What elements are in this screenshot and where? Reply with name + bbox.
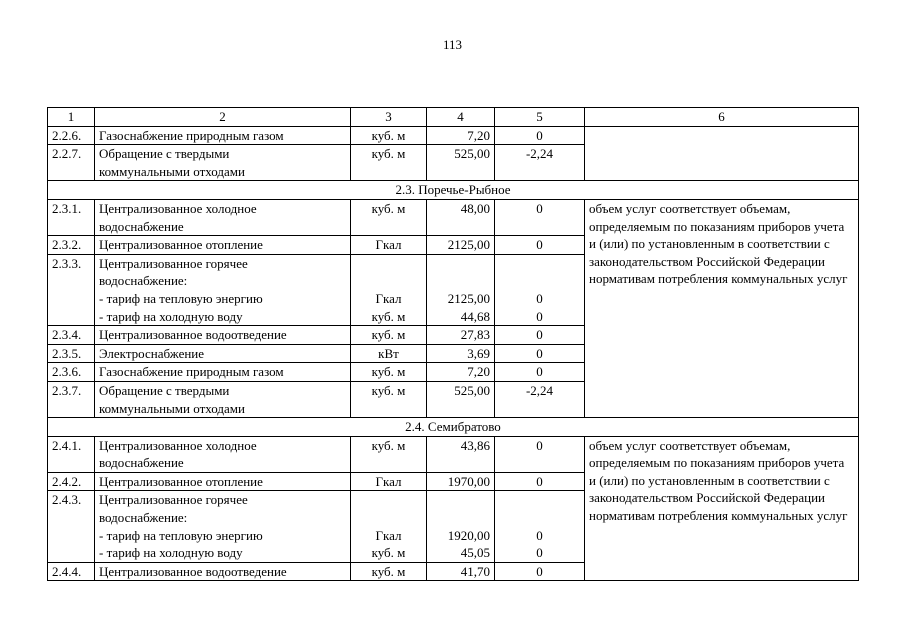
cell <box>95 491 351 562</box>
cell-line: куб. м <box>371 146 406 162</box>
cell-line: 43,86 <box>460 437 490 453</box>
row-number: 2.2.6. <box>48 126 95 145</box>
cell-line: 44,68 <box>460 308 490 324</box>
cell-line: 525,00 <box>454 146 490 162</box>
cell-line <box>355 509 422 527</box>
cell <box>95 254 351 325</box>
cell-line: 0 <box>536 437 543 453</box>
table-body <box>48 108 859 581</box>
cell-line: куб. м <box>371 563 406 579</box>
cell-line: куб. м <box>371 437 406 453</box>
cell-line <box>431 509 490 527</box>
cell-line <box>499 255 580 273</box>
row-number: 2.4.4. <box>48 562 95 581</box>
cell <box>495 562 585 581</box>
cell <box>495 236 585 255</box>
cell <box>427 199 495 235</box>
cell-line: коммунальными отходами <box>99 163 245 179</box>
cell-line: - тариф на холодную воду <box>99 308 243 324</box>
cell <box>427 363 495 382</box>
cell <box>95 562 351 581</box>
header-cell: 5 <box>495 108 585 127</box>
cell-line: 2125,00 <box>447 237 490 253</box>
row-number: 2.3.1. <box>48 199 95 235</box>
row-number: 2.3.4. <box>48 326 95 345</box>
cell <box>351 491 427 562</box>
cell-line: 0 <box>536 527 543 543</box>
row-number: 2.3.7. <box>48 381 95 417</box>
cell-line: Обращение с твердыми <box>99 146 230 162</box>
cell-line: Централизованное горячее <box>99 492 248 508</box>
cell-line: Централизованное горячее <box>99 255 248 271</box>
cell-line: водоснабжение <box>99 455 184 471</box>
cell-line: водоснабжение: <box>99 510 188 526</box>
cell-line: 0 <box>536 290 543 306</box>
cell-line: 0 <box>536 545 543 561</box>
cell-line: куб. м <box>371 308 406 324</box>
cell <box>427 562 495 581</box>
cell <box>95 236 351 255</box>
cell <box>427 344 495 363</box>
cell-line: Централизованное холодное <box>99 200 257 216</box>
cell-line: Газоснабжение природным газом <box>99 364 284 380</box>
cell-line <box>355 491 422 509</box>
cell-line: 0 <box>536 237 543 253</box>
cell <box>427 491 495 562</box>
cell-line: Централизованное отопление <box>99 473 263 489</box>
cell-line: куб. м <box>371 327 406 343</box>
cell-line: 7,20 <box>467 127 490 143</box>
table-row <box>48 436 859 472</box>
row-number: 2.3.3. <box>48 254 95 325</box>
cell <box>495 363 585 382</box>
table-row <box>48 199 859 235</box>
cell-line: 2125,00 <box>447 290 490 306</box>
cell-line: Газоснабжение природным газом <box>99 127 284 143</box>
section-title: 2.4. Семибратово <box>48 418 859 437</box>
cell <box>351 363 427 382</box>
note-cell <box>585 126 859 181</box>
row-number: 2.4.3. <box>48 491 95 562</box>
row-number: 2.3.2. <box>48 236 95 255</box>
cell <box>495 344 585 363</box>
cell-line: Централизованное отопление <box>99 237 263 253</box>
section-row <box>48 418 859 437</box>
cell <box>427 472 495 491</box>
cell <box>351 436 427 472</box>
cell <box>495 326 585 345</box>
cell-line: куб. м <box>371 545 406 561</box>
header-cell: 4 <box>427 108 495 127</box>
cell <box>427 326 495 345</box>
cell-line: 48,00 <box>460 200 490 216</box>
cell-line: Гкал <box>375 290 402 306</box>
cell <box>495 199 585 235</box>
cell <box>351 199 427 235</box>
cell-line: кВт <box>378 345 399 361</box>
header-cell: 3 <box>351 108 427 127</box>
cell <box>495 491 585 562</box>
cell-line <box>355 255 422 273</box>
cell <box>351 344 427 363</box>
cell-line: - тариф на холодную воду <box>99 545 243 561</box>
cell <box>95 436 351 472</box>
cell-line: Гкал <box>375 527 402 543</box>
cell-line: Гкал <box>375 237 402 253</box>
cell-line: куб. м <box>371 200 406 216</box>
cell-line: водоснабжение: <box>99 273 188 289</box>
cell-line: 45,05 <box>460 545 490 561</box>
cell <box>427 236 495 255</box>
cell <box>427 254 495 325</box>
cell-line: 0 <box>536 200 543 216</box>
cell-line: 0 <box>536 563 543 579</box>
header-cell: 1 <box>48 108 95 127</box>
cell <box>351 326 427 345</box>
cell <box>95 145 351 181</box>
cell-line <box>431 491 490 509</box>
cell <box>427 436 495 472</box>
cell <box>351 381 427 417</box>
section-title: 2.3. Поречье-Рыбное <box>48 181 859 200</box>
row-number: 2.2.7. <box>48 145 95 181</box>
cell-line: коммунальными отходами <box>99 400 245 416</box>
section-row <box>48 181 859 200</box>
cell <box>95 363 351 382</box>
cell-line: Централизованное водоотведение <box>99 563 287 579</box>
header-cell: 2 <box>95 108 351 127</box>
row-number: 2.3.6. <box>48 363 95 382</box>
cell-line <box>431 255 490 273</box>
cell <box>427 145 495 181</box>
cell-line: - тариф на тепловую энергию <box>99 290 263 306</box>
cell <box>95 344 351 363</box>
row-number: 2.4.1. <box>48 436 95 472</box>
cell-line <box>499 272 580 290</box>
cell-line <box>431 272 490 290</box>
tariff-table <box>47 107 859 581</box>
row-number: 2.4.2. <box>48 472 95 491</box>
cell <box>495 145 585 181</box>
cell <box>95 199 351 235</box>
cell-line: 0 <box>536 308 543 324</box>
cell-line: 0 <box>536 345 543 361</box>
note-cell: объем услуг соответствует объемам, определяемым по показаниям приборов учета и (или) по установленным в соответствии с законодательством Российской Федерации нормативам потребления коммунальных услуг <box>585 436 859 581</box>
cell-line <box>499 491 580 509</box>
cell <box>351 562 427 581</box>
cell <box>351 236 427 255</box>
cell-line: Электроснабжение <box>99 345 205 361</box>
cell-line: - тариф на тепловую энергию <box>99 527 263 543</box>
table-row <box>48 126 859 145</box>
cell <box>95 126 351 145</box>
cell-line: водоснабжение <box>99 218 184 234</box>
cell <box>351 145 427 181</box>
cell-line <box>499 509 580 527</box>
cell-line: 0 <box>536 473 543 489</box>
cell <box>95 472 351 491</box>
cell-line: 525,00 <box>454 382 490 398</box>
cell <box>495 436 585 472</box>
cell <box>351 472 427 491</box>
cell-line: куб. м <box>371 382 406 398</box>
header-cell: 6 <box>585 108 859 127</box>
cell-line: куб. м <box>371 364 406 380</box>
cell-line: Централизованное холодное <box>99 437 257 453</box>
cell <box>95 381 351 417</box>
cell-line: 1970,00 <box>447 473 490 489</box>
note-cell: объем услуг соответствует объемам, определяемым по показаниям приборов учета и (или) по установленным в соответствии с законодательством Российской Федерации нормативам потребления коммунальных услуг <box>585 199 859 417</box>
cell <box>351 126 427 145</box>
page-number: 113 <box>442 37 463 52</box>
cell <box>495 472 585 491</box>
cell-line: 0 <box>536 327 543 343</box>
cell <box>495 381 585 417</box>
cell-line: -2,24 <box>525 146 554 162</box>
cell-line: куб. м <box>371 127 406 143</box>
cell-line: 3,69 <box>467 345 490 361</box>
cell-line: Гкал <box>375 473 402 489</box>
cell-line: 27,83 <box>460 327 490 343</box>
cell <box>351 254 427 325</box>
cell-line: Обращение с твердыми <box>99 382 230 398</box>
cell-line <box>355 272 422 290</box>
cell <box>95 326 351 345</box>
header-row <box>48 108 859 127</box>
cell <box>495 126 585 145</box>
cell-line: 1920,00 <box>447 527 490 543</box>
cell-line: 41,70 <box>460 563 490 579</box>
cell <box>427 126 495 145</box>
cell-line: Централизованное водоотведение <box>99 327 287 343</box>
cell <box>495 254 585 325</box>
cell-line: -2,24 <box>525 382 554 398</box>
cell-line: 0 <box>536 127 543 143</box>
row-number: 2.3.5. <box>48 344 95 363</box>
cell-line: 0 <box>536 364 543 380</box>
cell-line: 7,20 <box>467 364 490 380</box>
cell <box>427 381 495 417</box>
